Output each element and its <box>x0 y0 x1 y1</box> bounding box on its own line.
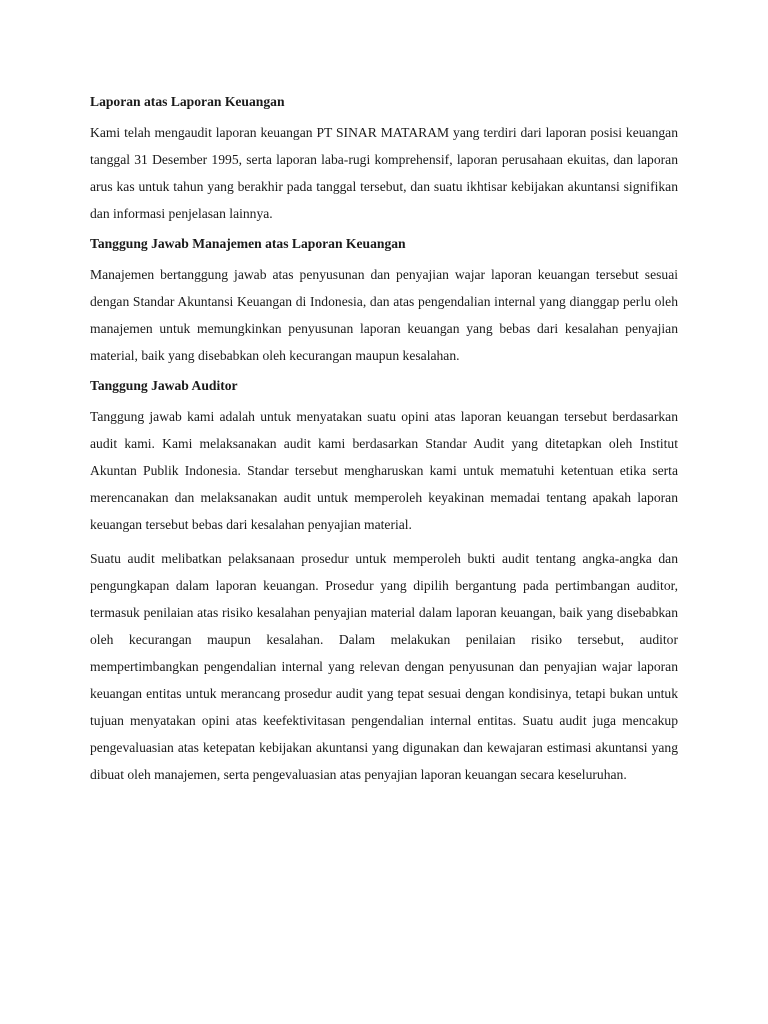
section-heading-tanggung-jawab-manajemen: Tanggung Jawab Manajemen atas Laporan Keuangan <box>90 236 406 251</box>
paragraph-audit-procedures: Suatu audit melibatkan pelaksanaan prosedur untuk memperoleh bukti audit tentang angka-angka dan pengungkapan dalam laporan keuangan. Prosedur yang dipilih bergantung pada pertimbangan auditor, termasuk penilaian atas risiko kesalahan penyajian material dalam laporan keuangan, baik yang disebabkan oleh kecurangan maupun kesalahan. Dalam melakukan penilaian risiko tersebut, auditor mempertimbangkan pengendalian internal yang relevan dengan penyusunan dan penyajian wajar laporan keuangan entitas untuk merancang prosedur audit yang tepat sesuai dengan kondisinya, tetapi bukan untuk tujuan menyatakan opini atas keefektivitasan pengendalian internal entitas. Suatu audit juga mencakup pengevaluasian atas ketepatan kebijakan akuntansi yang digunakan dan kewajaran estimasi akuntansi yang dibuat oleh manajemen, serta pengevaluasian atas penyajian laporan keuangan secara keseluruhan. <box>90 551 678 782</box>
section-heading-laporan-keuangan: Laporan atas Laporan Keuangan <box>90 94 285 109</box>
paragraph-management-responsibility: Manajemen bertanggung jawab atas penyusunan dan penyajian wajar laporan keuangan tersebut sesuai dengan Standar Akuntansi Keuangan di Indonesia, dan atas pengendalian internal yang dianggap perlu oleh manajemen untuk memungkinkan penyusunan laporan keuangan yang bebas dari kesalahan penyajian material, baik yang disebabkan oleh kecurangan maupun kesalahan. <box>90 267 678 363</box>
paragraph-audit-scope: Kami telah mengaudit laporan keuangan PT SINAR MATARAM yang terdiri dari laporan posisi keuangan tanggal 31 Desember 1995, serta laporan laba-rugi komprehensif, laporan perusahaan ekuitas, dan laporan arus kas untuk tahun yang berakhir pada tanggal tersebut, dan suatu ikhtisar kebijakan akuntansi signifikan dan informasi penjelasan lainnya. <box>90 125 678 221</box>
paragraph-auditor-responsibility: Tanggung jawab kami adalah untuk menyatakan suatu opini atas laporan keuangan tersebut berdasarkan audit kami. Kami melaksanakan audit kami berdasarkan Standar Audit yang ditetapkan oleh Institut Akuntan Publik Indonesia. Standar tersebut mengharuskan kami untuk mematuhi ketentuan etika serta merencanakan dan melaksanakan audit untuk memperoleh keyakinan memadai tentang apakah laporan keuangan tersebut bebas dari kesalahan penyajian material. <box>90 409 678 532</box>
document-body <box>90 92 678 788</box>
section-heading-tanggung-jawab-auditor: Tanggung Jawab Auditor <box>90 378 238 393</box>
